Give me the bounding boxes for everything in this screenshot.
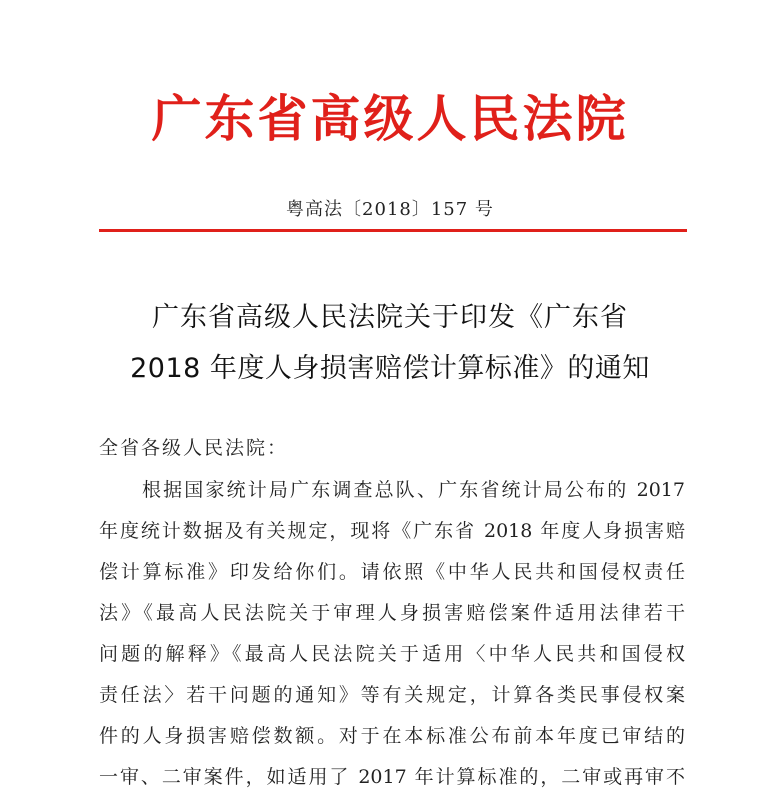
body-line-7: 件的人身损害赔偿数额。对于在本标准公布前本年度已审结的 [99, 725, 685, 747]
body-line-1: 根据国家统计局广东调查总队、广东省统计局公布的 2017 [142, 479, 685, 501]
court-name-header: 广东省高级人民法院 [151, 89, 629, 148]
body-line-5: 问题的解释》《最高人民法院关于适用〈中华人民共和国侵权 [99, 643, 685, 665]
body-line-3: 偿计算标准》印发给你们。请依照《中华人民共和国侵权责任 [99, 561, 685, 583]
body-line-8: 一审、二审案件，如适用了 2017 年计算标准的，二审或再审不 [99, 766, 685, 788]
notice-title-line-2: 2018 年度人身损害赔偿计算标准》的通知 [130, 353, 650, 384]
body-line-4: 法》《最高人民法院关于审理人身损害赔偿案件适用法律若干 [99, 602, 685, 624]
salutation: 全省各级人民法院： [99, 437, 289, 459]
red-divider-line [99, 229, 687, 232]
notice-title-line-1: 广东省高级人民法院关于印发《广东省 [152, 302, 628, 333]
body-line-6: 责任法〉若干问题的通知》等有关规定，计算各类民事侵权案 [99, 684, 685, 706]
document-number: 粤高法〔2018〕157 号 [286, 199, 494, 220]
body-line-2: 年度统计数据及有关规定，现将《广东省 2018 年度人身损害赔 [99, 520, 685, 542]
